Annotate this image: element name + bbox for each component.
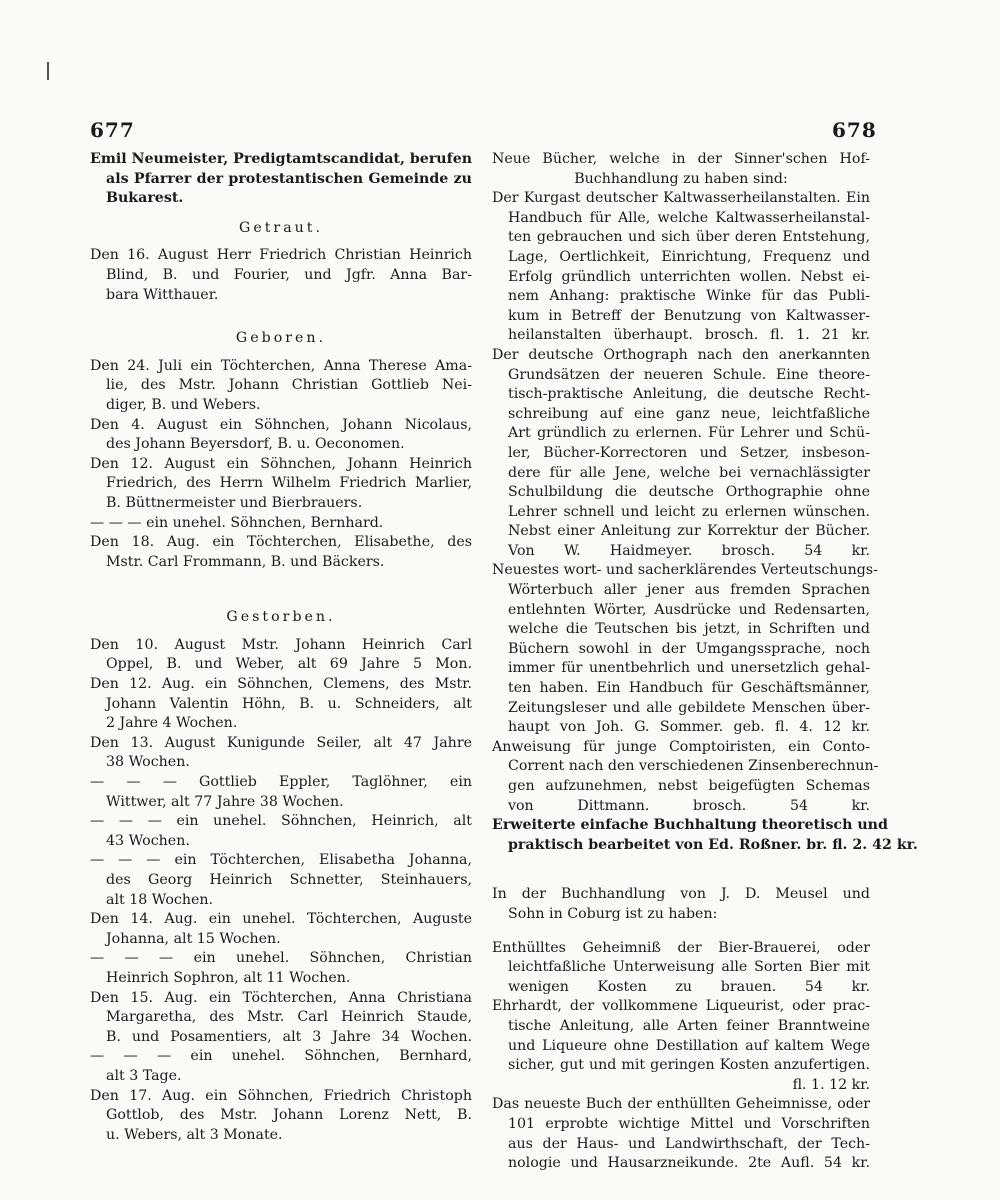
book-entry-liqueurist (492, 997, 870, 1095)
text-line: bara Witthauer. (106, 286, 219, 303)
text-line: Wittwer, alt 77 Jahre 38 Wochen. (106, 793, 344, 810)
margin-mark (47, 62, 49, 80)
text-line: 101 erprobte wichtige Mittel und Vorschriften (508, 1115, 870, 1132)
text-line: Johanna, alt 15 Wochen. (106, 930, 281, 947)
text-line: Der Kurgast deutscher Kaltwasserheilanstalten. Ein (492, 190, 870, 207)
section-heading-died: Gestorben. (226, 609, 336, 626)
text-line: Den 17. Aug. ein Söhnchen, Friedrich Christoph (90, 1087, 472, 1104)
text-line: Ehrhardt, der vollkommene Liqueurist, oder prac- (492, 998, 870, 1015)
page-number-right: 678 (832, 118, 877, 142)
text-line: Den 16. August Herr Friedrich Christian Heinrich (90, 247, 472, 264)
text-line: B. und Posamentiers, alt 3 Jahre 34 Wochen. (106, 1028, 472, 1045)
text-line: Grundsätzen der neueren Schule. Eine theore- (508, 366, 870, 383)
book-entry-bierbrauerei (492, 939, 870, 998)
text-line: Johann Valentin Höhn, B. u. Schneiders, alt (106, 695, 472, 712)
text-line: dere für alle Jene, welche bei vernachlässigter (508, 464, 870, 481)
book-entry-geheimnisse (492, 1095, 870, 1173)
text-line: Blind, B. und Fourier, und Jgfr. Anna Bar- (106, 266, 472, 283)
text-line: alt 3 Tage. (106, 1067, 182, 1084)
book-entry-anweisung (492, 738, 879, 816)
text-line: wenigen Kosten zu brauen. 54 kr. (508, 978, 870, 995)
text-line: Enthülltes Geheimniß der Bier-Brauerei, oder (492, 939, 870, 956)
text-line: — — — ein unehel. Söhnchen, Bernhard. (90, 514, 384, 531)
married-entries (90, 246, 472, 305)
text-line: Zeitungsleser und alle gebildete Menschen über- (508, 699, 870, 716)
text-line: Von W. Haidmeyer. brosch. 54 kr. (508, 542, 870, 559)
text-line: ten haben. Ein Handbuch für Geschäftsmänner, (508, 680, 870, 697)
text-line: ten gebrauchen und sich über deren Entstehung, (508, 229, 870, 246)
text-line: 38 Wochen. (106, 754, 190, 771)
text-line: Neue Bücher, welche in der Sinner'schen Hof- (492, 151, 870, 167)
text-line: Den 12. August ein Söhnchen, Johann Heinrich (90, 455, 472, 472)
text-line: lie, des Mstr. Johann Christian Gottlieb Nei- (106, 377, 472, 394)
text-line: tisch-praktische Anleitung, die deutsche Recht- (508, 386, 870, 403)
text-line: Bukarest. (106, 190, 184, 207)
right-column (492, 150, 918, 1174)
text-line: als Pfarrer der protestantischen Gemeinde zu (106, 170, 472, 187)
book-entry-kurgast (492, 189, 870, 346)
text-line: — — — ein unehel. Söhnchen, Bernhard, (90, 1048, 472, 1065)
text-line: — — — ein unehel. Söhnchen, Heinrich, alt (90, 813, 472, 830)
text-line: Den 4. August ein Söhnchen, Johann Nicolaus, (90, 416, 472, 433)
text-line: B. Büttnermeister und Bierbrauers. (106, 494, 363, 511)
text-line: fl. 1. 12 kr. (792, 1076, 870, 1093)
text-line: — — — Gottlieb Eppler, Taglöhner, ein (90, 774, 472, 791)
left-column (90, 150, 472, 1145)
text-line: Der deutsche Orthograph nach den anerkannten (492, 346, 870, 363)
text-line: u. Webers, alt 3 Monate. (106, 1126, 283, 1143)
text-line: entlehnten Wörter, Ausdrücke und Redensarten, (508, 601, 870, 618)
text-line: haupt von Joh. G. Sommer. geb. fl. 4. 12 kr. (508, 719, 870, 736)
text-line: Gottlob, des Mstr. Johann Lorenz Nett, B. (106, 1107, 472, 1124)
text-line: tische Anleitung, alle Arten feiner Branntweine (508, 1017, 870, 1034)
text-line: Das neueste Buch der enthüllten Geheimnisse, oder (492, 1096, 870, 1113)
text-line: welche die Teutschen bis jetzt, in Schriften und (508, 621, 870, 638)
text-line: nem Anhang: praktische Winke für das Publi- (508, 288, 870, 305)
section-heading-married: Getraut. (238, 219, 324, 236)
text-line: leichtfaßliche Unterweisung alle Sorten Bier mit (508, 959, 870, 976)
text-line: 2 Jahre 4 Wochen. (106, 715, 238, 732)
text-line: Den 24. Juli ein Töchterchen, Anna Therese Ama- (90, 357, 472, 374)
text-line: Lehrer schnell und leicht zu erlernen wünschen. (508, 503, 870, 520)
text-line: Den 14. Aug. ein unehel. Töchterchen, Auguste (90, 911, 472, 928)
text-line: Den 10. August Mstr. Johann Heinrich Carl (90, 636, 472, 653)
text-line: alt 18 Wochen. (106, 891, 214, 908)
text-line: Den 12. Aug. ein Söhnchen, Clemens, des Mstr. (90, 676, 472, 693)
book-entry-orthograph (492, 346, 870, 562)
text-line: In der Buchhandlung von J. D. Meusel und (492, 886, 870, 903)
text-line: Oppel, B. und Weber, alt 69 Jahre 5 Mon. (106, 656, 472, 673)
text-line: Lage, Oertlichkeit, Einrichtung, Frequenz und (508, 248, 870, 265)
text-line: kum in Betreff der Benutzung von Kaltwasser- (508, 307, 870, 324)
text-line: nologie und Hausarzneikunde. 2te Aufl. 54 kr. (508, 1155, 870, 1172)
book-entry-woerterbuch (492, 561, 878, 737)
page-number-left: 677 (90, 118, 135, 142)
text-line: Erweiterte einfache Buchhaltung theoretisch und (492, 817, 888, 834)
section-heading-born: Geboren. (235, 330, 327, 347)
intro-paragraph (90, 150, 472, 209)
text-line: Wörterbuch aller jener aus fremden Sprachen (508, 582, 870, 599)
text-line: Anweisung für junge Comptoiristen, ein Conto- (492, 738, 870, 755)
text-line: praktisch bearbeitet von Ed. Roßner. br. fl. 2. 42 kr. (508, 836, 918, 853)
book-entry-buchhaltung (492, 816, 918, 855)
text-line: Friedrich, des Herrn Wilhelm Friedrich Marlier, (106, 475, 472, 492)
text-line: heilanstalten überhaupt. brosch. fl. 1. 21 kr. (508, 327, 870, 344)
text-line: Margaretha, des Mstr. Carl Heinrich Staude, (106, 1009, 472, 1026)
text-line: Mstr. Carl Frommann, B. und Bäckers. (106, 553, 385, 570)
text-line: von Dittmann. brosch. 54 kr. (508, 797, 870, 814)
text-line: diger, B. und Webers. (106, 396, 261, 413)
bookshop-header-1 (492, 150, 870, 189)
text-line: Schulbildung die deutsche Orthographie ohne (508, 484, 870, 501)
text-line: des Georg Heinrich Schnetter, Steinhauers, (106, 872, 472, 888)
text-line: Buchhandlung zu haben sind: (574, 170, 788, 187)
text-line: Den 15. Aug. ein Töchterchen, Anna Christiana (90, 989, 472, 1006)
text-line: Corrent nach den verschiedenen Zinsenberechnun- (508, 758, 879, 775)
text-line: Emil Neumeister, Predigtamtscandidat, berufen (90, 151, 473, 167)
bookshop-header-2 (492, 885, 870, 924)
text-line: Sohn in Coburg ist zu haben: (508, 905, 718, 922)
text-line: Art gründlich zu erlernen. Für Lehrer und Schü- (508, 425, 870, 442)
text-line: schreibung auf eine ganz neue, leichtfaßliche (508, 405, 870, 422)
text-line: des Johann Beyersdorf, B. u. Oeconomen. (106, 436, 405, 453)
text-line: Heinrich Sophron, alt 11 Wochen. (106, 969, 351, 986)
text-line: — — — ein unehel. Söhnchen, Christian (90, 950, 472, 967)
text-line: — — — ein Töchterchen, Elisabetha Johanna, (90, 852, 472, 869)
text-line: Neuestes wort- und sacherklärendes Verteutschungs- (492, 562, 878, 579)
died-entries (90, 636, 472, 1145)
text-line: und Liqueure ohne Destillation auf kaltem Wege (508, 1037, 870, 1054)
text-line: 43 Wochen. (106, 832, 190, 849)
text-line: Den 18. Aug. ein Töchterchen, Elisabethe, des (90, 534, 472, 551)
text-line: Nebst einer Anleitung zur Korrektur der Bücher. (508, 523, 870, 540)
text-line: Erfolg gründlich unterrichten wollen. Nebst ei- (508, 268, 870, 285)
text-line: immer für unentbehrlich und unersetzlich gehal- (508, 660, 870, 677)
born-entries (90, 357, 472, 573)
text-line: gen aufzunehmen, nebst beigefügten Schemas (508, 778, 870, 794)
text-line: aus der Haus- und Landwirthschaft, der Tech- (508, 1135, 870, 1152)
text-line: sicher, gut und mit geringen Kosten anzufertigen. (508, 1057, 870, 1074)
text-line: Büchern sowohl in der Umgangssprache, noch (508, 640, 870, 657)
text-line: Den 13. August Kunigunde Seiler, alt 47 Jahre (90, 734, 472, 751)
text-line: Handbuch für Alle, welche Kaltwasserheilanstal- (508, 209, 870, 226)
text-line: ler, Bücher-Korrectoren und Setzer, insbeson- (508, 444, 870, 461)
